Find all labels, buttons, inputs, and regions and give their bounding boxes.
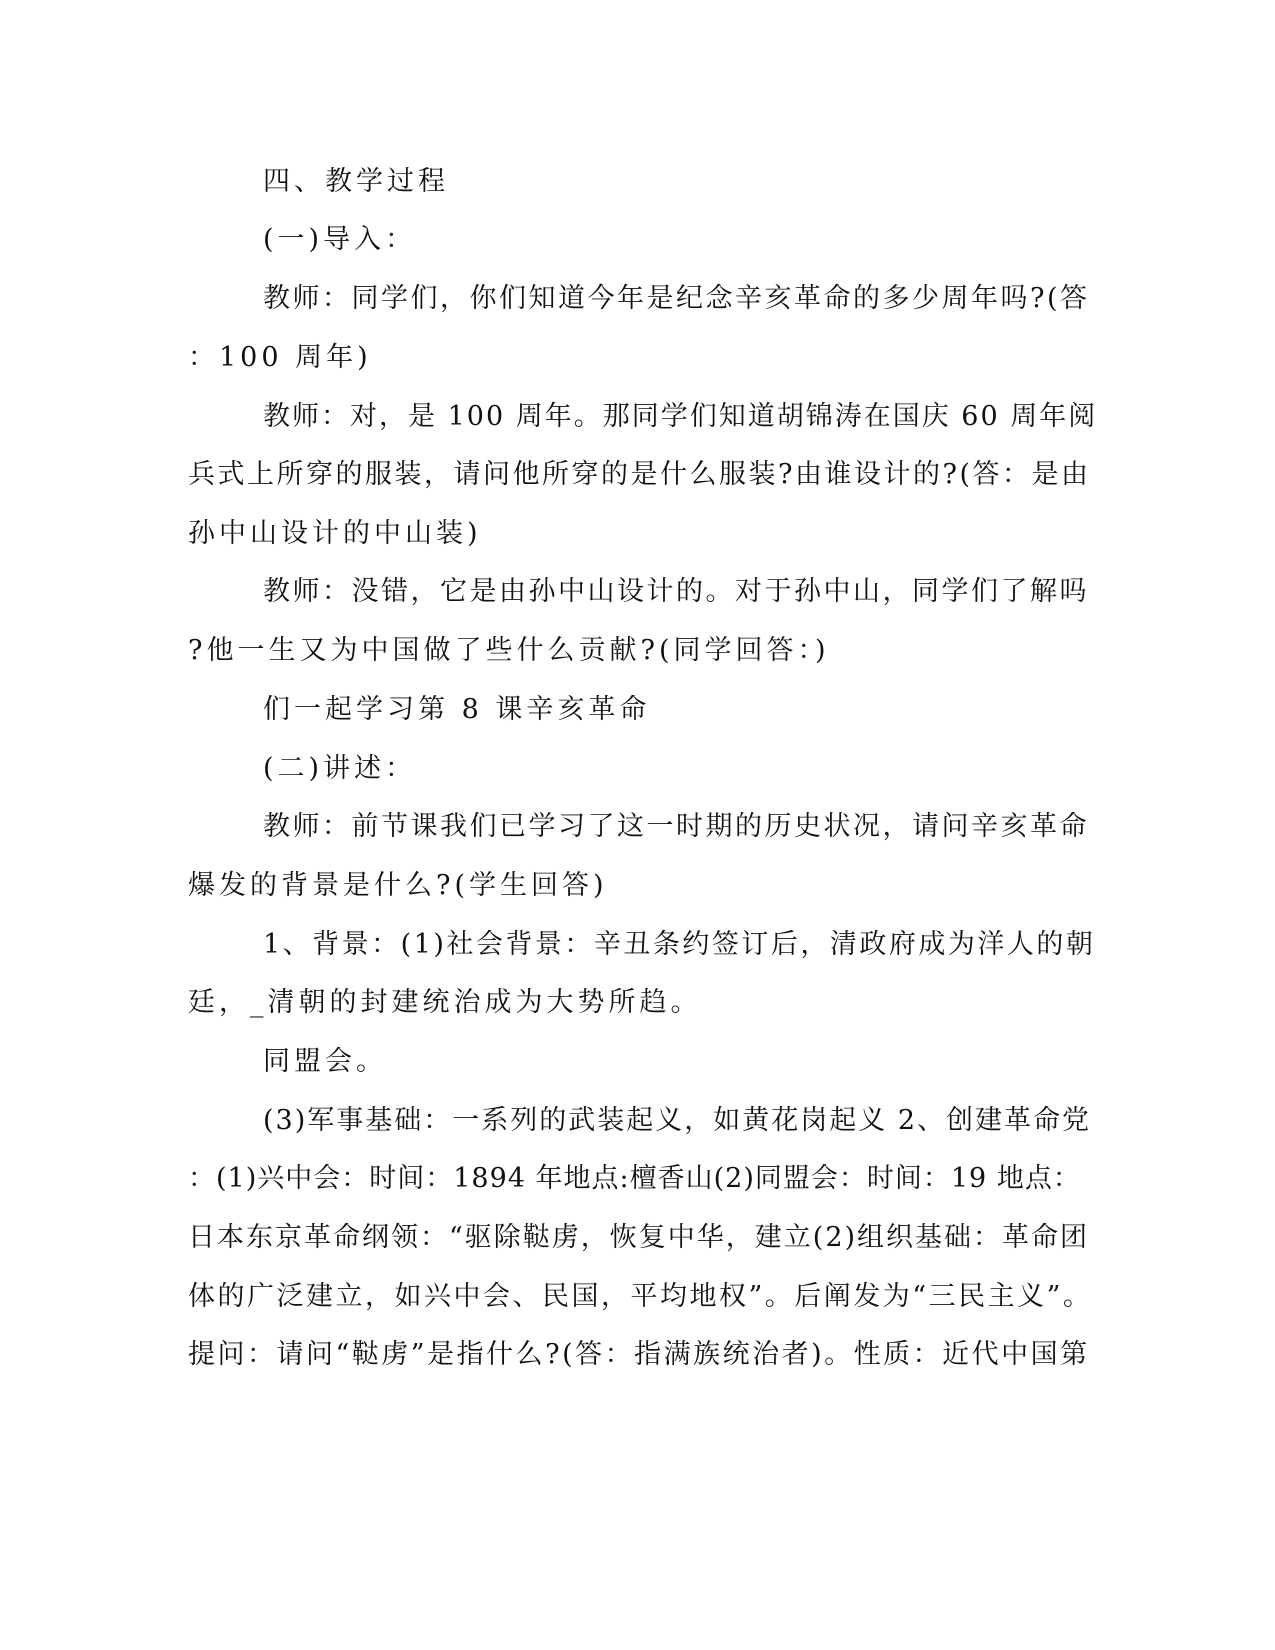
paragraph-line: (3)军事基础：一系列的武装起义，如黄花岗起义 2、创建革命党 [263,1105,1092,1136]
paragraph-line: ?他一生又为中国做了些什么贡献?(同学回答：) [188,635,830,666]
paragraph-line: ：(1)兴中会：时间：1894 年地点:檀香山(2)同盟会：时间：19 地点： [188,1163,1081,1194]
paragraph-line: 教师：没错，它是由孙中山设计的。对于孙中山，同学们了解吗 [263,576,1089,607]
paragraph-line: 教师：同学们，你们知道今年是纪念辛亥革命的多少周年吗?(答 [263,283,1090,314]
paragraph-line: ：100 周年) [188,342,372,373]
paragraph-line: 廷，_清朝的封建统治成为大势所趋。 [188,987,702,1018]
paragraph-line: 教师：对，是 100 周年。那同学们知道胡锦涛在国庆 60 周年阅 [263,401,1098,432]
subsection-heading: (二)讲述： [263,753,417,784]
paragraph-line: 爆发的背景是什么?(学生回答) [188,870,608,901]
paragraph-line: 教师：前节课我们已学习了这一时期的历史状况，请问辛亥革命 [263,811,1089,842]
paragraph-line: 们一起学习第 8 课辛亥革命 [263,694,651,725]
paragraph-line: 同盟会。 [263,1046,387,1077]
paragraph-line: 孙中山设计的中山装) [188,518,482,549]
paragraph-line: 日本东京革命纲领：“驱除鞑虏，恢复中华，建立(2)组织基础：革命团 [188,1222,1090,1253]
paragraph-line: 1、背景：(1)社会背景：辛丑条约签订后，清政府成为洋人的朝 [263,929,1096,960]
subsection-heading: (一)导入： [263,224,417,255]
section-heading: 四、教学过程 [263,166,449,197]
paragraph-line: 提问：请问“鞑虏”是指什么?(答：指满族统治者)。性质：近代中国第 [188,1339,1090,1370]
paragraph-line: 兵式上所穿的服装，请问他所穿的是什么服装?由谁设计的?(答：是由 [188,459,1091,490]
paragraph-line: 体的广泛建立，如兴中会、民国，平均地权”。后阐发为“三民主义”。 [188,1281,1093,1312]
